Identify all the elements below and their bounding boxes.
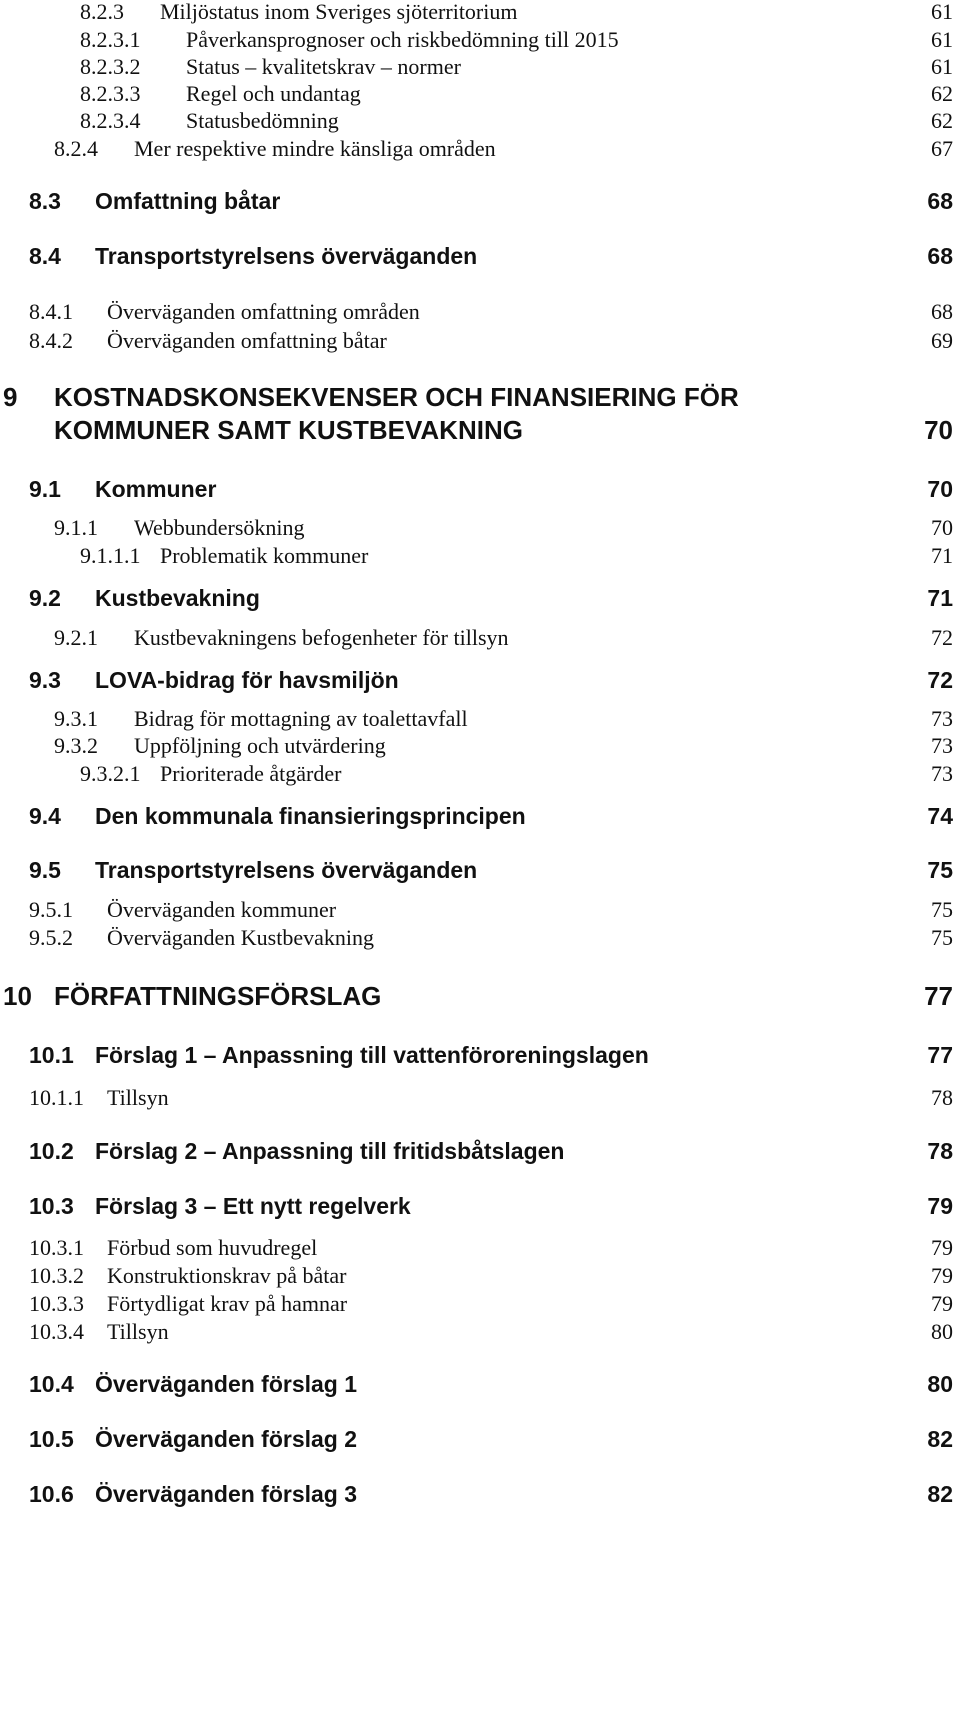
toc-title: FÖRFATTNINGSFÖRSLAG bbox=[54, 981, 382, 1011]
toc-number: 9.3.1 bbox=[54, 706, 98, 731]
toc-title: Överväganden omfattning områden bbox=[107, 299, 420, 324]
toc-entry-9-1-1[interactable] bbox=[0, 513, 960, 543]
toc-number: 10.3 bbox=[29, 1193, 74, 1219]
toc-page: 68 bbox=[931, 299, 953, 324]
toc-title: Förslag 1 – Anpassning till vattenföroreningslagen bbox=[95, 1042, 649, 1068]
toc-entry-10[interactable] bbox=[0, 981, 960, 1011]
toc-title: Status – kvalitetskrav – normer bbox=[186, 54, 461, 79]
toc-number: 9.3.2 bbox=[54, 733, 98, 758]
toc-number: 8.2.4 bbox=[54, 136, 98, 161]
toc-entry-10-3-4[interactable] bbox=[0, 1317, 960, 1347]
toc-page: 62 bbox=[931, 81, 953, 106]
toc-page: 61 bbox=[931, 27, 953, 52]
toc-number: 10.4 bbox=[29, 1371, 74, 1397]
toc-number: 10.3.1 bbox=[29, 1235, 84, 1260]
toc-number: 9.4 bbox=[29, 803, 61, 829]
toc-number: 10.1 bbox=[29, 1042, 74, 1068]
toc-page: 80 bbox=[927, 1371, 953, 1397]
toc-title: Konstruktionskrav på båtar bbox=[107, 1263, 347, 1288]
toc-title: KOSTNADSKONSEKVENSER OCH FINANSIERING FÖR bbox=[54, 382, 739, 412]
toc-number: 9.3.2.1 bbox=[80, 761, 141, 786]
toc-entry-8-2-3-1[interactable] bbox=[0, 25, 960, 55]
toc-title: Överväganden förslag 2 bbox=[95, 1426, 358, 1452]
toc-title: Påverkansprognoser och riskbedömning till 2015 bbox=[186, 27, 619, 52]
toc-title: LOVA-bidrag för havsmiljön bbox=[95, 667, 399, 693]
toc-entry-10-1[interactable] bbox=[0, 1040, 960, 1070]
toc-entry-10-4[interactable] bbox=[0, 1369, 960, 1399]
toc-page: 61 bbox=[931, 54, 953, 79]
toc-entry-10-3-1[interactable] bbox=[0, 1233, 960, 1263]
toc-page: 73 bbox=[931, 706, 953, 731]
toc-number: 9.2.1 bbox=[54, 625, 98, 650]
toc-page: 70 bbox=[931, 515, 953, 540]
toc-title: Kustbevakningens befogenheter för tillsyn bbox=[134, 625, 509, 650]
toc-title: Tillsyn bbox=[107, 1319, 169, 1344]
toc-entry-10-3[interactable] bbox=[0, 1191, 960, 1221]
toc-page: 77 bbox=[927, 1042, 953, 1068]
toc-title: Webbundersökning bbox=[134, 515, 305, 540]
toc-page: 75 bbox=[931, 925, 953, 950]
toc-title: Prioriterade åtgärder bbox=[160, 761, 342, 786]
toc-title: Förtydligat krav på hamnar bbox=[107, 1291, 348, 1316]
toc-number: 10.3.2 bbox=[29, 1263, 84, 1288]
toc-entry-9-4[interactable] bbox=[0, 801, 960, 831]
toc-entry-8-2-4[interactable] bbox=[0, 134, 960, 164]
toc-title: Kommuner bbox=[95, 476, 217, 502]
toc-entry-10-2[interactable] bbox=[0, 1136, 960, 1166]
toc-page: 72 bbox=[927, 667, 953, 693]
toc-title: Förbud som huvudregel bbox=[107, 1235, 318, 1260]
toc-entry-9-3-1[interactable] bbox=[0, 704, 960, 734]
toc-number: 8.2.3.2 bbox=[80, 54, 141, 79]
toc-title: Statusbedömning bbox=[186, 108, 339, 133]
toc-number: 10.3.3 bbox=[29, 1291, 84, 1316]
toc-number: 10.1.1 bbox=[29, 1085, 84, 1110]
toc-title: Transportstyrelsens överväganden bbox=[95, 243, 478, 269]
toc-page: 70 bbox=[927, 476, 953, 502]
toc-title: Överväganden förslag 3 bbox=[95, 1481, 358, 1507]
toc-number: 10.3.4 bbox=[29, 1319, 84, 1344]
toc-page: 70 bbox=[924, 415, 953, 445]
toc-entry-8-2-3-3[interactable] bbox=[0, 79, 960, 109]
toc-page: 79 bbox=[931, 1235, 953, 1260]
toc-title: Förslag 2 – Anpassning till fritidsbåtslagen bbox=[95, 1138, 565, 1164]
toc-number: 9.2 bbox=[29, 585, 61, 611]
toc-title: Överväganden omfattning båtar bbox=[107, 328, 387, 353]
toc-page: 68 bbox=[927, 243, 953, 269]
toc-page: 73 bbox=[931, 733, 953, 758]
toc-page: 71 bbox=[927, 585, 953, 611]
toc-number: 8.2.3.3 bbox=[80, 81, 141, 106]
toc-number: 9.5.2 bbox=[29, 925, 73, 950]
toc-entry-10-3-3[interactable] bbox=[0, 1289, 960, 1319]
toc-number: 9.3 bbox=[29, 667, 61, 693]
toc-title: Överväganden kommuner bbox=[107, 897, 337, 922]
toc-number: 9.1.1.1 bbox=[80, 543, 141, 568]
toc-entry-10-5[interactable] bbox=[0, 1424, 960, 1454]
toc-entry-9-2[interactable] bbox=[0, 583, 960, 613]
toc-title: Förslag 3 – Ett nytt regelverk bbox=[95, 1193, 411, 1219]
toc-number: 8.2.3.4 bbox=[80, 108, 141, 133]
toc-number: 9.1 bbox=[29, 476, 61, 502]
toc-page: 80 bbox=[931, 1319, 953, 1344]
toc-entry-9-3[interactable] bbox=[0, 665, 960, 695]
toc-entry-8-4-2[interactable] bbox=[0, 326, 960, 356]
toc-title-continued: KOMMUNER SAMT KUSTBEVAKNING bbox=[54, 415, 523, 445]
toc-number: 8.4 bbox=[29, 243, 61, 269]
toc-page: 72 bbox=[931, 625, 953, 650]
toc-page: 79 bbox=[927, 1193, 953, 1219]
toc-number: 8.3 bbox=[29, 188, 61, 214]
toc-page: 62 bbox=[931, 108, 953, 133]
toc-page: 79 bbox=[931, 1291, 953, 1316]
toc-page: 69 bbox=[931, 328, 953, 353]
toc-entry-9-cont[interactable] bbox=[0, 415, 960, 445]
toc-number: 8.4.1 bbox=[29, 299, 73, 324]
toc-page: 77 bbox=[924, 981, 953, 1011]
toc-number: 9.5 bbox=[29, 857, 61, 883]
toc-title: Den kommunala finansieringsprincipen bbox=[95, 803, 526, 829]
toc-entry-9[interactable] bbox=[0, 382, 960, 412]
toc-number: 8.4.2 bbox=[29, 328, 73, 353]
toc-entry-10-6[interactable] bbox=[0, 1479, 960, 1509]
toc-number: 9.5.1 bbox=[29, 897, 73, 922]
toc-number: 10.6 bbox=[29, 1481, 74, 1507]
toc-page: 74 bbox=[927, 803, 953, 829]
toc-title: Bidrag för mottagning av toalettavfall bbox=[134, 706, 468, 731]
toc-page: 71 bbox=[931, 543, 953, 568]
toc-entry-10-3-2[interactable] bbox=[0, 1261, 960, 1291]
toc-page: 75 bbox=[927, 857, 953, 883]
toc-entry-10-1-1[interactable] bbox=[0, 1083, 960, 1113]
toc-entry-8-4-1[interactable] bbox=[0, 297, 960, 327]
toc-entry-9-1[interactable] bbox=[0, 474, 960, 504]
toc-title: Överväganden förslag 1 bbox=[95, 1371, 358, 1397]
toc-entry-9-5[interactable] bbox=[0, 855, 960, 885]
toc-page: 78 bbox=[931, 1085, 953, 1110]
toc-number: 8.2.3 bbox=[80, 0, 124, 24]
toc-page: 79 bbox=[931, 1263, 953, 1288]
toc-page: 82 bbox=[927, 1481, 953, 1507]
toc-page: 82 bbox=[927, 1426, 953, 1452]
toc-page: 73 bbox=[931, 761, 953, 786]
toc-title: Tillsyn bbox=[107, 1085, 169, 1110]
toc-number: 8.2.3.1 bbox=[80, 27, 141, 52]
toc-entry-9-1-1-1[interactable] bbox=[0, 541, 960, 571]
toc-title: Miljöstatus inom Sveriges sjöterritorium bbox=[160, 0, 518, 24]
toc-entry-8-3[interactable] bbox=[0, 186, 960, 216]
toc-entry-9-2-1[interactable] bbox=[0, 623, 960, 653]
toc-entry-9-3-2-1[interactable] bbox=[0, 759, 960, 789]
toc-title: Uppföljning och utvärdering bbox=[134, 733, 386, 758]
toc-number: 10.2 bbox=[29, 1138, 74, 1164]
toc-page: 68 bbox=[927, 188, 953, 214]
toc-title: Omfattning båtar bbox=[95, 188, 281, 214]
toc-entry-8-4[interactable] bbox=[0, 241, 960, 271]
toc-entry-8-2-3-4[interactable] bbox=[0, 106, 960, 136]
toc-title: Kustbevakning bbox=[95, 585, 260, 611]
toc-title: Problematik kommuner bbox=[160, 543, 369, 568]
toc-entry-9-5-2[interactable] bbox=[0, 923, 960, 953]
toc-page: 78 bbox=[927, 1138, 953, 1164]
toc-title: Överväganden Kustbevakning bbox=[107, 925, 374, 950]
toc-entry-8-2-3-2[interactable] bbox=[0, 52, 960, 82]
toc-title: Mer respektive mindre känsliga områden bbox=[134, 136, 496, 161]
toc-entry-9-5-1[interactable] bbox=[0, 895, 960, 925]
toc-title: Regel och undantag bbox=[186, 81, 361, 106]
toc-page: 61 bbox=[931, 0, 953, 24]
toc-entry-9-3-2[interactable] bbox=[0, 731, 960, 761]
toc-page: 67 bbox=[931, 136, 953, 161]
toc-entry-8-2-3[interactable] bbox=[0, 0, 960, 27]
toc-title: Transportstyrelsens överväganden bbox=[95, 857, 478, 883]
toc-number: 9.1.1 bbox=[54, 515, 98, 540]
toc-number: 10.5 bbox=[29, 1426, 74, 1452]
toc-number: 9 bbox=[3, 382, 18, 412]
toc-number: 10 bbox=[3, 981, 32, 1011]
toc-page: 75 bbox=[931, 897, 953, 922]
